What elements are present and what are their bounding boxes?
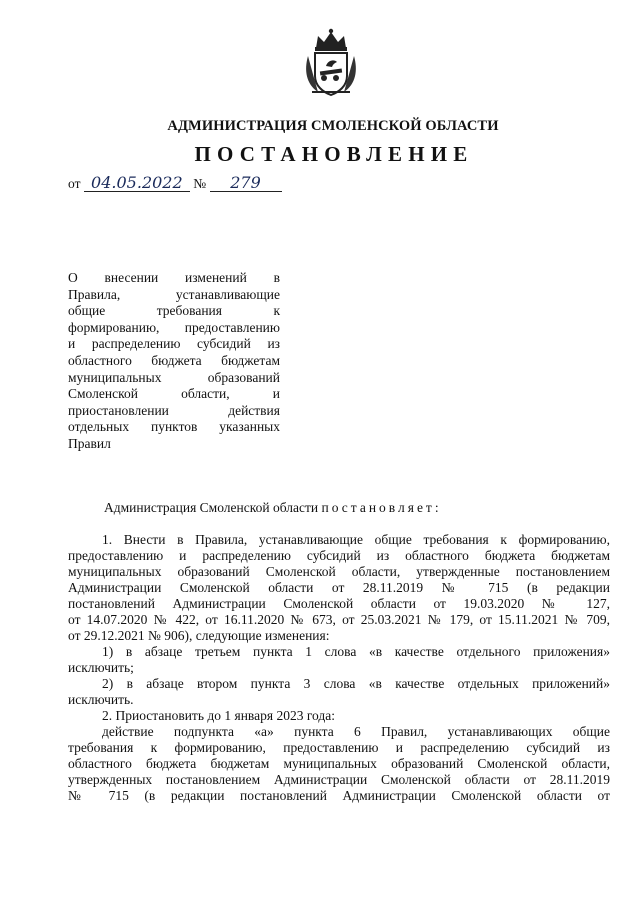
document-subject: [68, 270, 280, 453]
organization-name: АДМИНИСТРАЦИЯ СМОЛЕНСКОЙ ОБЛАСТИ: [167, 118, 499, 134]
coat-of-arms-emblem: [302, 26, 360, 98]
date-prefix: от: [68, 176, 81, 191]
body-line: исключить.: [68, 692, 134, 707]
subject-line: приостановлении действия: [68, 402, 280, 418]
subject-line: Правил: [68, 435, 111, 451]
body-line: 2. Приостановить до 1 января 2023 года:: [102, 708, 335, 723]
body-line: областного бюджета бюджетам муниципальных образований Смоленской области,: [68, 756, 610, 771]
body-line: от 14.07.2020 № 422, от 16.11.2020 № 673, от 25.03.2021 № 179, от 15.11.2021 № 709,: [68, 612, 610, 627]
subject-line: О внесении изменений в: [68, 270, 280, 285]
resolution-intro: [104, 500, 442, 516]
subject-line: общие требования к: [68, 303, 280, 319]
body-line: 2) в абзаце втором пункта 3 слова «в качестве отдельных приложений»: [102, 676, 610, 691]
document-body: [68, 532, 610, 804]
body-line: 1) в абзаце третьем пункта 1 слова «в качестве отдельного приложения»: [102, 644, 610, 659]
body-line: требования к формированию, предоставлению и распределению субсидий из: [68, 740, 610, 755]
subject-line: муниципальных образований: [68, 369, 280, 385]
intro-verb: постановляет:: [321, 500, 442, 515]
subject-line: Смоленской области, и: [68, 386, 280, 402]
body-line: 1. Внести в Правила, устанавливающие общие требования к формированию,: [102, 532, 610, 547]
intro-lead: Администрация Смоленской области: [104, 500, 319, 515]
body-line: действие подпункта «а» пункта 6 Правил, устанавливающих общие: [102, 724, 610, 739]
body-line: Администрации Смоленской области от 28.11.2019 № 715 (в редакции: [68, 580, 610, 595]
subject-line: формированию, предоставлению: [68, 319, 280, 335]
body-line: муниципальных образований Смоленской области, утвержденные постановлением: [68, 564, 610, 579]
body-line: постановлений Администрации Смоленской области от 19.03.2020 № 127,: [68, 596, 610, 611]
document-type-title: ПОСТАНОВЛЕНИЕ: [194, 142, 474, 166]
subject-line: отдельных пунктов указанных: [68, 419, 280, 435]
body-line: № 715 (в редакции постановлений Администрации Смоленской области от: [68, 788, 610, 803]
subject-line: областного бюджета бюджетам: [68, 352, 280, 368]
number-sign: №: [193, 176, 207, 191]
document-dateline: [68, 175, 282, 192]
body-line: исключить;: [68, 660, 134, 675]
subject-line: и распределению субсидий из: [68, 336, 280, 352]
subject-line: Правила, устанавливающие: [68, 286, 280, 302]
body-line: от 29.12.2021 № 906), следующие изменения:: [68, 628, 330, 643]
body-line: утвержденных постановлением Администрации Смоленской области от 28.11.2019: [68, 772, 610, 787]
body-line: предоставлению и распределению субсидий из областного бюджета бюджетам: [68, 548, 610, 563]
document-number: 279: [210, 175, 282, 192]
document-date: 04.05.2022: [84, 175, 190, 192]
